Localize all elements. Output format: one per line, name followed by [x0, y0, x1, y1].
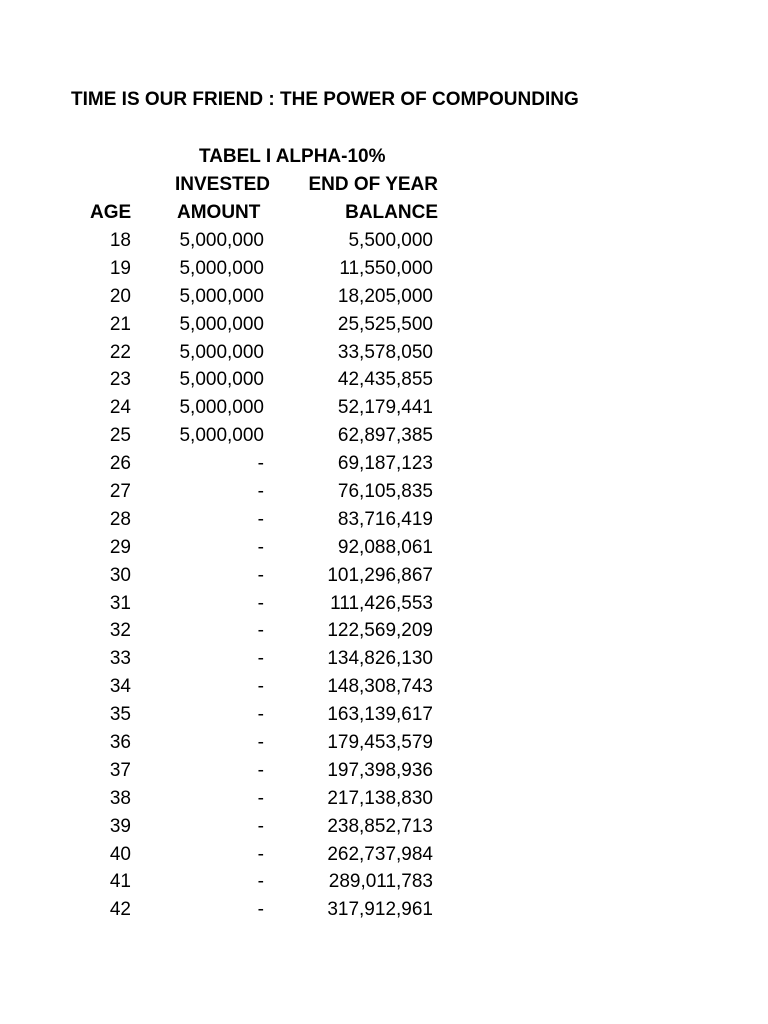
header-invested-line2: AMOUNT: [177, 202, 261, 223]
table-row: [0, 617, 768, 645]
invested-cell: -: [257, 704, 264, 726]
invested-cell: -: [257, 481, 264, 503]
balance-cell: 42,435,855: [337, 369, 433, 391]
table-row: [0, 841, 768, 869]
table-row: [0, 394, 768, 422]
invested-cell: 5,000,000: [179, 397, 264, 419]
header-age: AGE: [90, 202, 132, 223]
table-row: [0, 506, 768, 534]
table-row: [0, 311, 768, 339]
age-cell: 21: [109, 313, 131, 335]
age-cell: 20: [109, 285, 131, 307]
age-cell: 34: [109, 676, 131, 698]
table-row: [0, 701, 768, 729]
age-cell: 33: [109, 648, 131, 670]
age-cell: 19: [109, 257, 131, 279]
age-cell: 32: [109, 620, 131, 642]
table-row: [0, 450, 768, 478]
age-cell: 36: [109, 732, 131, 754]
table-row: [0, 673, 768, 701]
invested-cell: -: [257, 815, 264, 837]
balance-cell: 289,011,783: [328, 871, 433, 893]
age-cell: 41: [109, 871, 131, 893]
age-cell: 31: [109, 592, 131, 614]
balance-cell: 163,139,617: [327, 704, 433, 726]
header-balance-line1: END OF YEAR: [308, 174, 438, 195]
age-cell: 26: [109, 453, 131, 475]
balance-cell: 217,138,830: [327, 787, 433, 809]
balance-cell: 134,826,130: [327, 648, 433, 670]
table-row: [0, 339, 768, 367]
balance-cell: 92,088,061: [337, 536, 433, 558]
table-row: [0, 422, 768, 450]
invested-cell: -: [257, 871, 264, 893]
invested-cell: -: [257, 648, 264, 670]
table-row: [0, 645, 768, 673]
invested-cell: 5,000,000: [179, 369, 264, 391]
invested-cell: -: [257, 899, 264, 921]
invested-cell: 5,000,000: [179, 285, 264, 307]
age-cell: 29: [109, 536, 131, 558]
balance-cell: 52,179,441: [337, 397, 433, 419]
balance-cell: 5,500,000: [348, 230, 433, 251]
balance-cell: 101,296,867: [327, 564, 433, 586]
balance-cell: 76,105,835: [337, 481, 433, 503]
invested-cell: 5,000,000: [179, 257, 264, 279]
balance-cell: 238,852,713: [327, 815, 433, 837]
age-cell: 30: [109, 564, 131, 586]
invested-cell: -: [257, 759, 264, 781]
age-cell: 18: [109, 230, 131, 251]
age-cell: 37: [109, 759, 131, 781]
age-cell: 28: [109, 508, 131, 530]
invested-cell: -: [257, 508, 264, 530]
invested-cell: -: [257, 592, 264, 614]
invested-cell: 5,000,000: [179, 425, 264, 447]
age-cell: 40: [109, 843, 131, 865]
invested-cell: -: [257, 787, 264, 809]
balance-cell: 83,716,419: [337, 508, 433, 530]
age-cell: 24: [109, 397, 131, 419]
age-cell: 25: [109, 425, 131, 447]
table-row: [0, 590, 768, 618]
table-row: [0, 813, 768, 841]
header-balance-line2: BALANCE: [345, 202, 438, 223]
table-body: [0, 227, 768, 924]
balance-cell: 62,897,385: [337, 425, 433, 447]
balance-cell: 262,737,984: [327, 843, 433, 865]
table-row: [0, 255, 768, 283]
table-title: TABEL I ALPHA-10%: [199, 146, 386, 167]
table-row: [0, 868, 768, 896]
balance-cell: 25,525,500: [337, 313, 433, 335]
age-cell: 39: [109, 815, 131, 837]
invested-cell: 5,000,000: [179, 230, 264, 251]
age-cell: 22: [109, 341, 131, 363]
invested-cell: -: [257, 843, 264, 865]
balance-cell: 197,398,936: [327, 759, 433, 781]
table-row: [0, 283, 768, 311]
page-title: TIME IS OUR FRIEND : THE POWER OF COMPOUNDING: [71, 89, 579, 110]
table-row: [0, 562, 768, 590]
table-row: [0, 729, 768, 757]
balance-cell: 18,205,000: [337, 285, 433, 307]
balance-cell: 33,578,050: [337, 341, 433, 363]
invested-cell: -: [257, 453, 264, 475]
balance-cell: 122,569,209: [327, 620, 433, 642]
invested-cell: -: [257, 676, 264, 698]
balance-cell: 179,453,579: [327, 732, 433, 754]
invested-cell: -: [257, 732, 264, 754]
invested-cell: -: [257, 536, 264, 558]
balance-cell: 111,426,553: [330, 592, 433, 614]
balance-cell: 69,187,123: [337, 453, 433, 475]
table-row: [0, 896, 768, 924]
invested-cell: 5,000,000: [179, 341, 264, 363]
balance-cell: 11,550,000: [339, 257, 433, 279]
table-row: [0, 227, 768, 255]
invested-cell: 5,000,000: [179, 313, 264, 335]
table-row: [0, 478, 768, 506]
age-cell: 27: [109, 481, 131, 503]
age-cell: 38: [109, 787, 131, 809]
invested-cell: -: [257, 620, 264, 642]
balance-cell: 317,912,961: [327, 899, 433, 921]
age-cell: 42: [109, 899, 131, 921]
table-row: [0, 366, 768, 394]
age-cell: 23: [109, 369, 131, 391]
table-row: [0, 785, 768, 813]
invested-cell: -: [257, 564, 264, 586]
table-row: [0, 757, 768, 785]
balance-cell: 148,308,743: [327, 676, 433, 698]
age-cell: 35: [109, 704, 131, 726]
table-row: [0, 534, 768, 562]
header-invested-line1: INVESTED: [175, 174, 271, 195]
